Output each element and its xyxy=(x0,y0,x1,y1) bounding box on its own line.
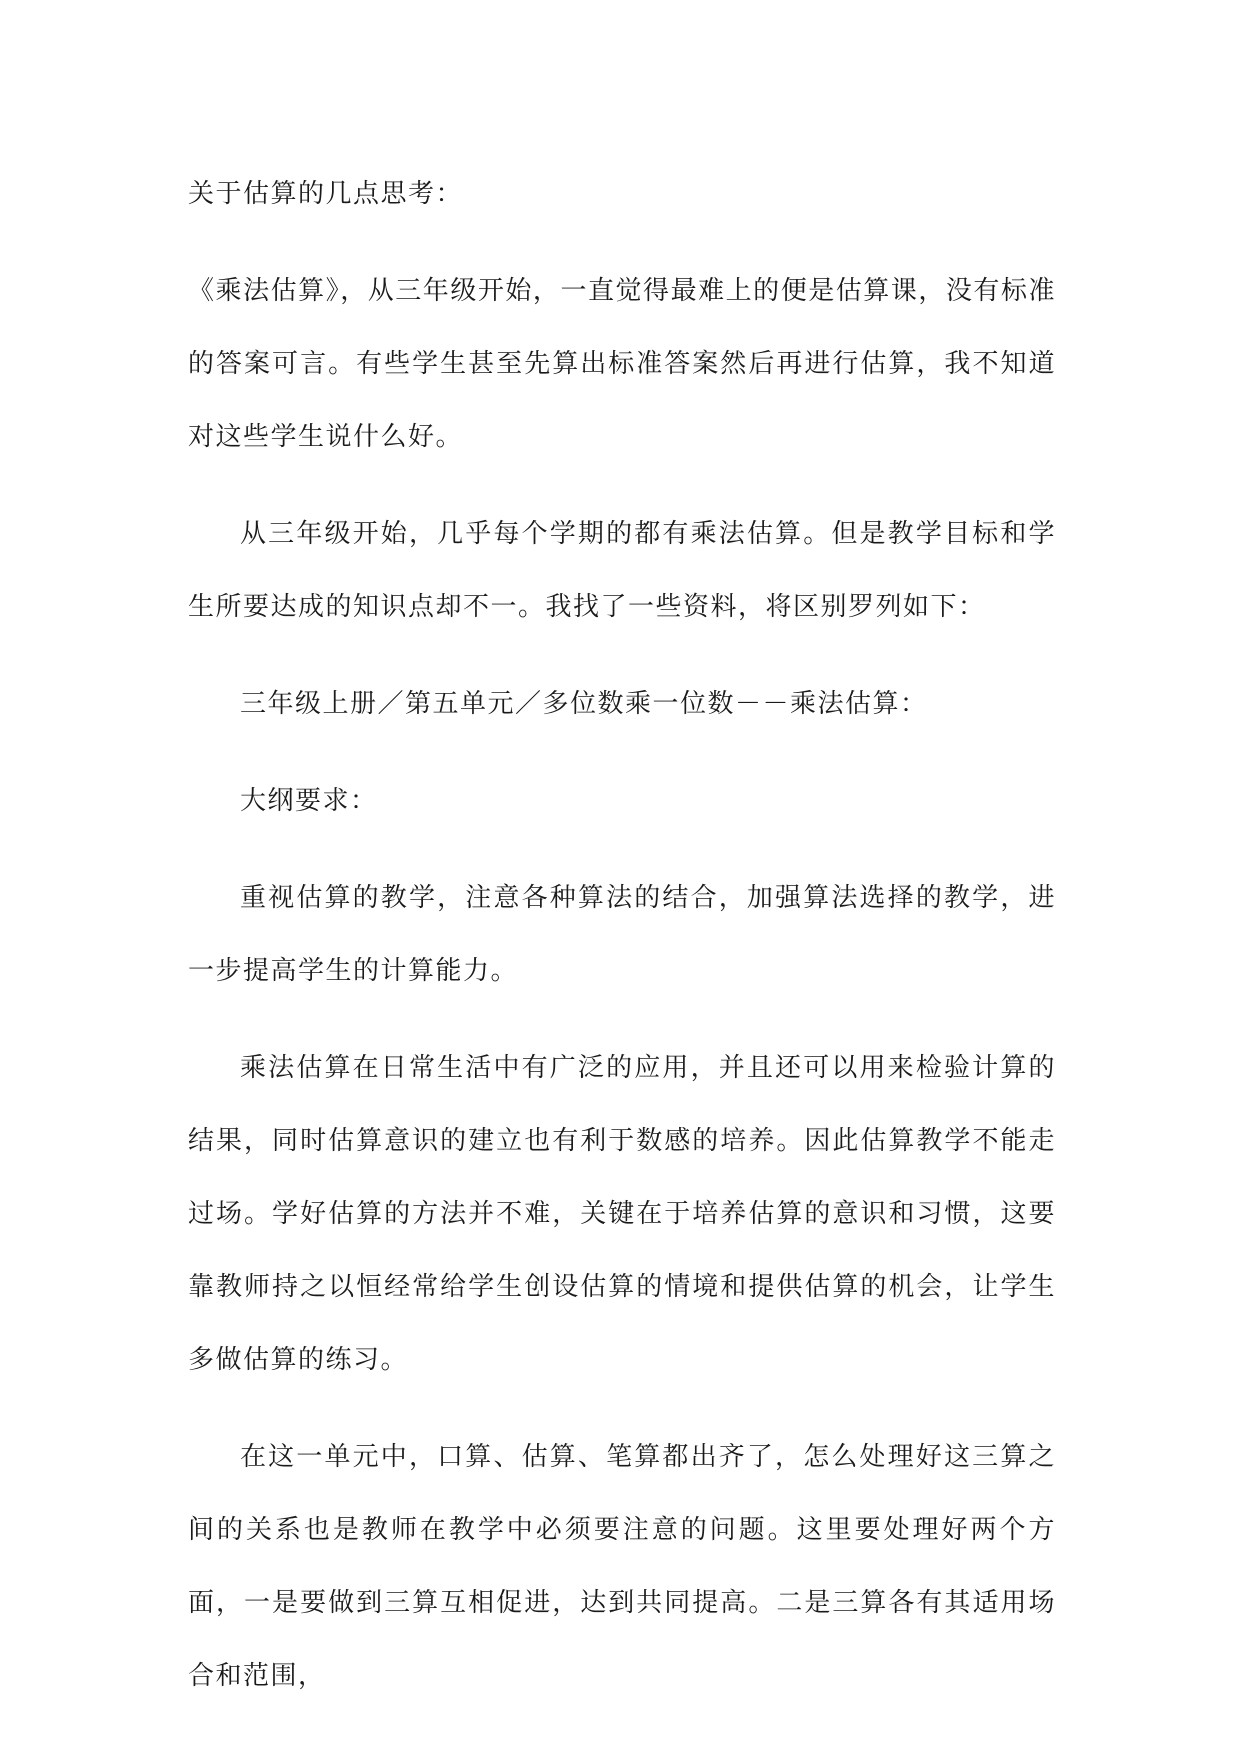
paragraph-3: 三年级上册／第五单元／多位数乘一位数－－乘法估算： xyxy=(240,689,928,719)
paragraph-6: 乘法估算在日常生活中有广泛的应用，并且还可以用来检验计算的结果，同时估算意识的建立也有利于数感的培养。因此估算教学不能走过场。学好估算的方法并不难，关键在于培养估算的意识和习惯，这要靠教师持之以恒经常给学生创设估算的情境和提供估算的机会，让学生多做估算的练习。 xyxy=(188,1053,1056,1375)
paragraph-5: 重视估算的教学，注意各种算法的结合，加强算法选择的教学，进一步提高学生的计算能力。 xyxy=(188,883,1056,986)
document-page xyxy=(188,158,1056,1737)
paragraph-7: 在这一单元中，口算、估算、笔算都出齐了，怎么处理好这三算之间的关系也是教师在教学中必须要注意的问题。这里要处理好两个方面，一是要做到三算互相促进，达到共同提高。二是三算各有其适用场合和范围， xyxy=(188,1442,1056,1691)
paragraph-4: 大纲要求： xyxy=(240,786,378,816)
paragraph-2: 从三年级开始，几乎每个学期的都有乘法估算。但是教学目标和学生所要达成的知识点却不一。我找了一些资料，将区别罗列如下： xyxy=(188,519,1056,622)
paragraph-1: 《乘法估算》，从三年级开始，一直觉得最难上的便是估算课，没有标准的答案可言。有些学生甚至先算出标准答案然后再进行估算，我不知道对这些学生说什么好。 xyxy=(188,276,1056,452)
document-title: 关于估算的几点思考： xyxy=(188,179,464,209)
